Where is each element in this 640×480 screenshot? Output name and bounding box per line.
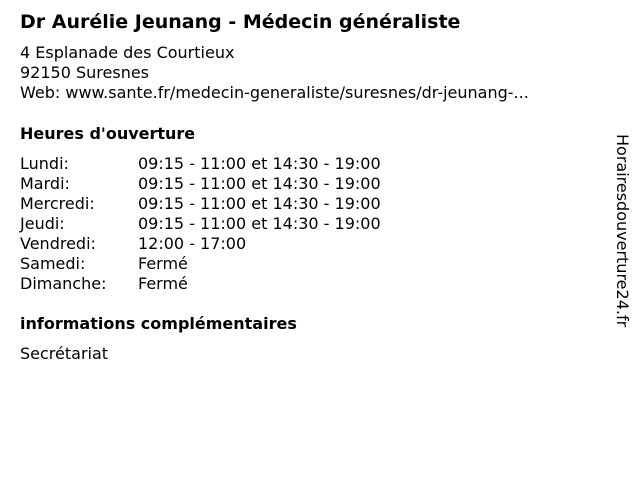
time-value: 09:15 - 11:00 et 14:30 - 19:00	[138, 214, 381, 233]
additional-info-heading: informations complémentaires	[20, 314, 297, 333]
time-value: 09:15 - 11:00 et 14:30 - 19:00	[138, 174, 381, 193]
day-label: Mercredi:	[20, 194, 95, 213]
page-title: Dr Aurélie Jeunang - Médecin généraliste	[20, 11, 461, 33]
day-label: Jeudi:	[20, 214, 65, 233]
hours-row-sunday	[20, 274, 381, 294]
day-label: Mardi:	[20, 174, 70, 193]
day-label: Samedi:	[20, 254, 86, 273]
address-block	[20, 43, 529, 103]
time-value: 09:15 - 11:00 et 14:30 - 19:00	[138, 154, 381, 173]
hours-row-wednesday	[20, 194, 381, 214]
hours-row-thursday	[20, 214, 381, 234]
opening-hours-heading: Heures d'ouverture	[20, 124, 196, 143]
day-label: Lundi:	[20, 154, 69, 173]
opening-hours-table	[20, 154, 381, 294]
hours-row-friday	[20, 234, 381, 254]
hours-row-tuesday	[20, 174, 381, 194]
website-link[interactable]: Web: www.sante.fr/medecin-generaliste/suresnes/dr-jeunang-...	[20, 83, 529, 102]
hours-row-monday	[20, 154, 381, 174]
postal-city: 92150 Suresnes	[20, 63, 150, 82]
time-value: Fermé	[138, 274, 188, 293]
time-value: 12:00 - 17:00	[138, 234, 247, 253]
hours-row-saturday	[20, 254, 381, 274]
time-value: 09:15 - 11:00 et 14:30 - 19:00	[138, 194, 381, 213]
day-label: Vendredi:	[20, 234, 96, 253]
street-address: 4 Esplanade des Courtieux	[20, 43, 235, 62]
additional-info-text: Secrétariat	[20, 344, 109, 363]
day-label: Dimanche:	[20, 274, 107, 293]
site-watermark: Horairesdouverture24.fr	[613, 134, 632, 328]
time-value: Fermé	[138, 254, 188, 273]
